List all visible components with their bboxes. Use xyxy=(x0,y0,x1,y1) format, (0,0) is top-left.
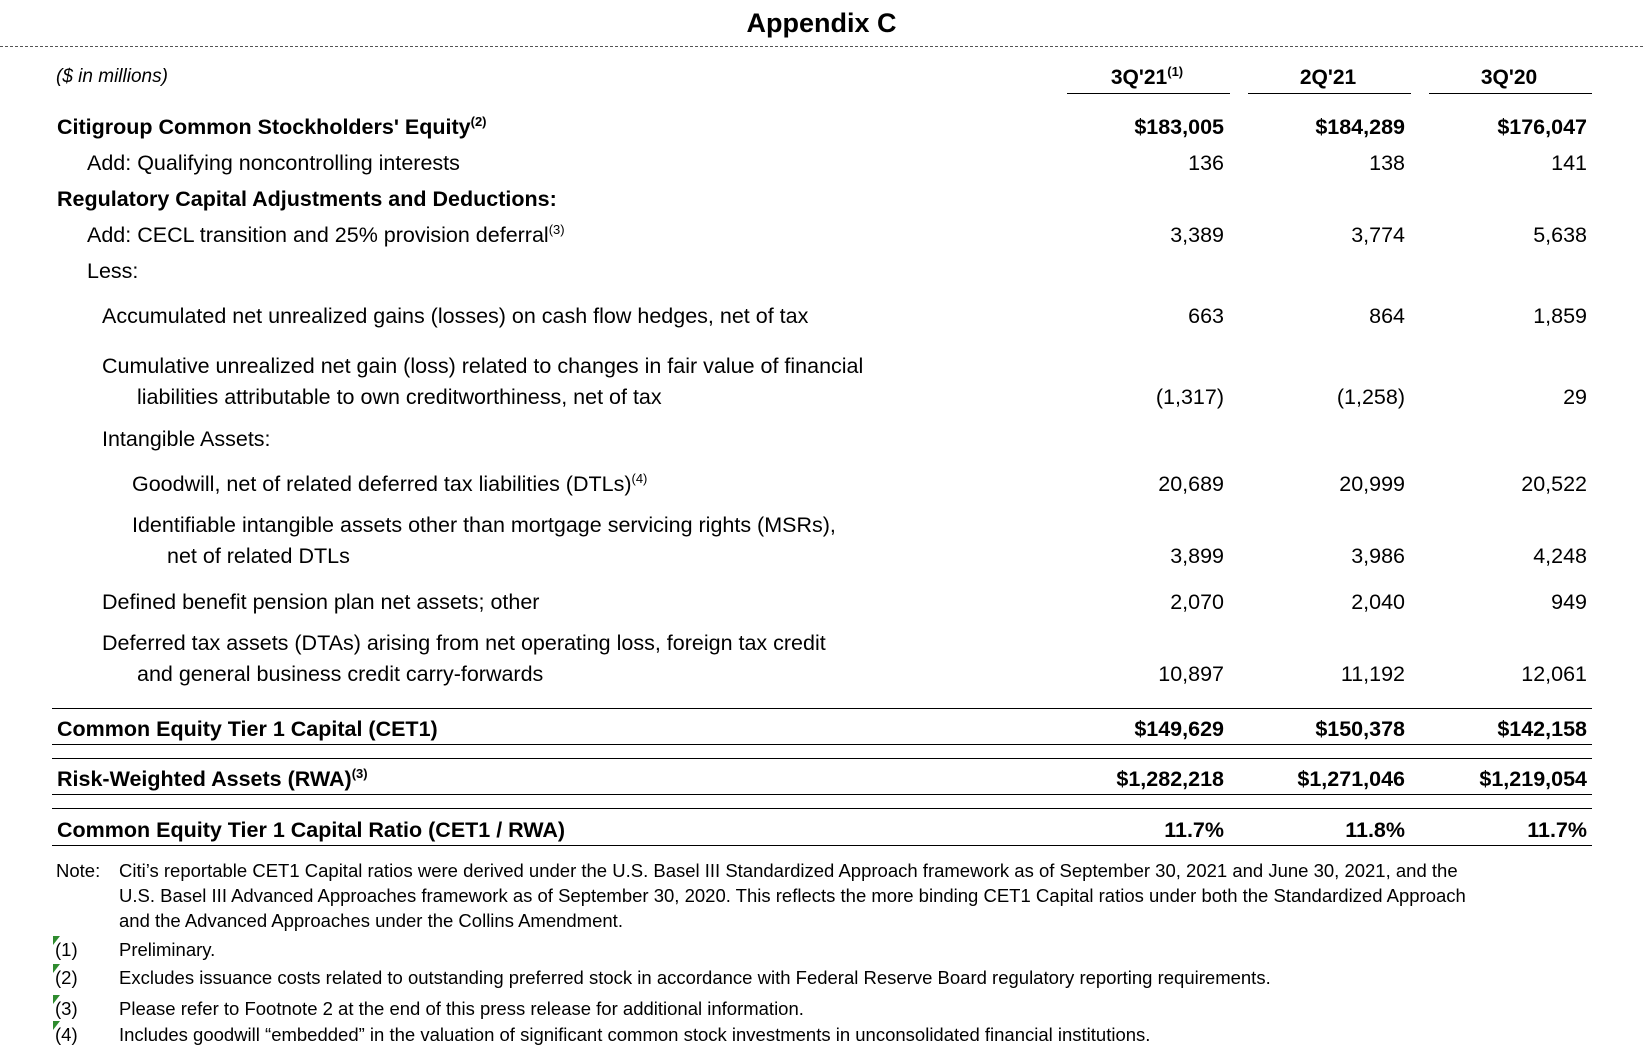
footnote-mark: (1) xyxy=(55,939,78,960)
note-line: U.S. Basel III Advanced Approaches framework as of September 30, 2020. This reflects the more binding CET1 Capital ratios under both the Standardized Approach xyxy=(119,885,1466,906)
value-cet1-3q20: $142,158 xyxy=(1497,717,1587,741)
value-cet1-2q21: $150,378 xyxy=(1315,717,1405,741)
column-header-3q21: 3Q'21$^{(1)}$ xyxy=(1110,64,1184,89)
column-header-underline xyxy=(1429,93,1592,94)
value-rwa-2q21: $1,271,046 xyxy=(1297,767,1405,791)
value-cash-flow-3q20: 1,859 xyxy=(1533,304,1587,328)
value-identifiable-2q21: 3,986 xyxy=(1351,544,1405,568)
row-label-pension: Defined benefit pension plan net assets; other xyxy=(102,590,540,614)
value-cecl-3q20: 5,638 xyxy=(1533,223,1587,247)
value-nci-2q21: 138 xyxy=(1369,151,1405,175)
table-rule xyxy=(52,744,1592,745)
title-divider xyxy=(0,46,1643,47)
value-cet1-3q21: $149,629 xyxy=(1134,717,1224,741)
footnote-text: Excludes issuance costs related to outstanding preferred stock in accordance with Federal Reserve Board regulatory reporting requirements. xyxy=(119,967,1271,988)
footnote-text: Preliminary. xyxy=(119,939,216,960)
table-rule xyxy=(52,794,1592,795)
value-rwa-3q21: $1,282,218 xyxy=(1116,767,1224,791)
value-own-credit-3q20: 29 xyxy=(1563,385,1587,409)
value-goodwill-3q21: 20,689 xyxy=(1158,472,1224,496)
table-rule xyxy=(52,758,1592,759)
value-nci-3q20: 141 xyxy=(1551,151,1587,175)
table-rule xyxy=(52,708,1592,709)
note-line: and the Advanced Approaches under the Collins Amendment. xyxy=(119,910,623,931)
value-ratio-3q20: 11.7% xyxy=(1527,818,1587,842)
section-heading-reg-adj: Regulatory Capital Adjustments and Deductions: xyxy=(57,187,557,211)
note-prefix: Note: xyxy=(56,860,101,881)
column-header-3q20: 3Q'20 xyxy=(1480,66,1538,89)
value-dta-3q20: 12,061 xyxy=(1521,662,1587,686)
row-label-own-credit-line1: Cumulative unrealized net gain (loss) related to changes in fair value of financial xyxy=(102,354,864,378)
value-dta-2q21: 11,192 xyxy=(1340,662,1405,686)
value-pension-2q21: 2,040 xyxy=(1351,590,1405,614)
footnote-text: Includes goodwill “embedded” in the valuation of significant common stock investments in unconsolidated financial institutions. xyxy=(119,1024,1151,1045)
value-ratio-2q21: 11.8% xyxy=(1345,818,1405,842)
value-ratio-3q21: 11.7% xyxy=(1164,818,1224,842)
value-cecl-3q21: 3,389 xyxy=(1170,223,1224,247)
row-label-nci: Add: Qualifying noncontrolling interests xyxy=(87,151,460,175)
row-label-dta-line1: Deferred tax assets (DTAs) arising from net operating loss, foreign tax credit xyxy=(102,631,826,655)
row-label-less: Less: xyxy=(87,259,139,283)
row-label-equity: Citigroup Common Stockholders' Equity$^{(2)}$ xyxy=(57,113,487,139)
page-title: Appendix C xyxy=(746,8,897,38)
footnote-mark: (4) xyxy=(55,1024,78,1045)
value-cash-flow-2q21: 864 xyxy=(1369,304,1405,328)
table-rule xyxy=(52,808,1592,809)
value-own-credit-2q21: (1,258) xyxy=(1336,385,1405,409)
column-header-2q21: 2Q'21 xyxy=(1299,66,1357,89)
value-rwa-3q20: $1,219,054 xyxy=(1479,767,1587,791)
row-label-identifiable-line2: net of related DTLs xyxy=(167,544,350,568)
value-equity-3q21: $183,005 xyxy=(1134,115,1224,139)
row-label-goodwill: Goodwill, net of related deferred tax liabilities (DTLs)$^{(4)}$ xyxy=(132,470,648,496)
value-cecl-2q21: 3,774 xyxy=(1351,223,1405,247)
row-label-dta-line2: and general business credit carry-forwards xyxy=(137,662,544,686)
value-pension-3q21: 2,070 xyxy=(1170,590,1224,614)
value-identifiable-3q20: 4,248 xyxy=(1533,544,1587,568)
value-dta-3q21: 10,897 xyxy=(1158,662,1224,686)
column-header-underline xyxy=(1248,93,1411,94)
row-label-rwa: Risk-Weighted Assets (RWA)$^{(3)}$ xyxy=(57,765,368,791)
row-label-cecl: Add: CECL transition and 25% provision deferral$^{(3)}$ xyxy=(87,221,565,247)
value-cash-flow-3q21: 663 xyxy=(1188,304,1224,328)
row-label-own-credit-line2: liabilities attributable to own creditworthiness, net of tax xyxy=(137,385,662,409)
column-header-underline xyxy=(1067,93,1230,94)
footnote-text: Please refer to Footnote 2 at the end of this press release for additional information. xyxy=(119,998,804,1019)
value-equity-3q20: $176,047 xyxy=(1497,115,1587,139)
value-identifiable-3q21: 3,899 xyxy=(1170,544,1224,568)
value-own-credit-3q21: (1,317) xyxy=(1155,385,1224,409)
units-label: ($ in millions) xyxy=(56,66,168,87)
row-label-ratio: Common Equity Tier 1 Capital Ratio (CET1 / RWA) xyxy=(57,818,566,842)
footnote-mark: (3) xyxy=(55,998,78,1019)
value-nci-3q21: 136 xyxy=(1188,151,1224,175)
row-label-identifiable-line1: Identifiable intangible assets other than mortgage servicing rights (MSRs), xyxy=(132,513,836,537)
table-rule xyxy=(52,845,1592,846)
value-goodwill-3q20: 20,522 xyxy=(1521,472,1587,496)
value-equity-2q21: $184,289 xyxy=(1315,115,1405,139)
row-label-cash-flow: Accumulated net unrealized gains (losses) on cash flow hedges, net of tax xyxy=(102,304,809,328)
value-goodwill-2q21: 20,999 xyxy=(1339,472,1405,496)
footnote-mark: (2) xyxy=(55,967,78,988)
row-label-cet1: Common Equity Tier 1 Capital (CET1) xyxy=(57,717,438,741)
value-pension-3q20: 949 xyxy=(1551,590,1587,614)
row-label-intangibles: Intangible Assets: xyxy=(102,427,271,451)
note-line: Citi’s reportable CET1 Capital ratios were derived under the U.S. Basel III Standardized Approach framework as of September 30, 2021 and June 30, 2021, and the xyxy=(119,860,1458,881)
